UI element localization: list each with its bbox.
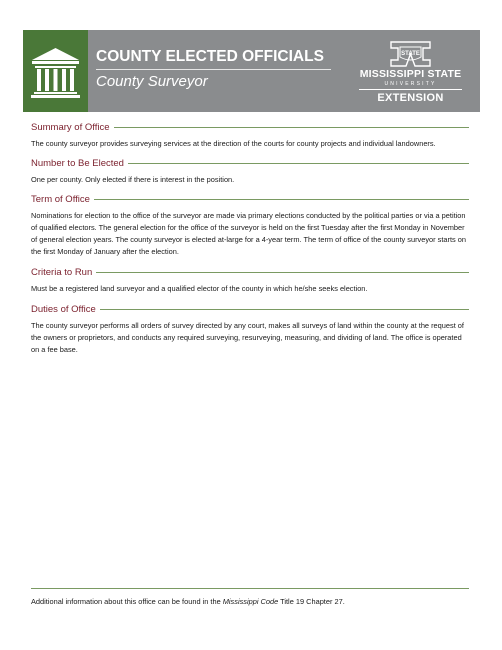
section-term-of-office [31, 194, 469, 258]
section-summary-of-office [31, 122, 469, 150]
section-criteria-to-run [31, 267, 469, 295]
section-rule [128, 163, 469, 164]
logo-university: UNIVERSITY [384, 81, 437, 87]
msu-shield-icon [353, 38, 468, 68]
section-heading: Criteria to Run [31, 267, 93, 278]
header-titles [96, 48, 336, 90]
title-divider [96, 69, 331, 70]
section-heading: Number to Be Elected [31, 158, 124, 169]
header-banner [23, 30, 480, 112]
courthouse-icon-box [23, 30, 88, 112]
logo-divider [359, 89, 462, 90]
footer-code-name: Mississippi Code [222, 597, 279, 606]
section-rule [114, 127, 470, 128]
logo-name: MISSISSIPPI STATE [359, 68, 462, 80]
footer-divider [31, 588, 469, 589]
section-body: The county surveyor performs all orders of survey directed by any court, makes all surveys of land within the county at the request of the owners or proprietors, and conducts any required surveying, resurveying, measuring, and dividing of land. The office is operated on a fee base. [31, 321, 464, 354]
section-rule [100, 309, 469, 310]
section-rule [94, 199, 469, 200]
section-body: One per county. Only elected if there is interest in the position. [31, 175, 235, 184]
page-title: COUNTY ELECTED OFFICIALS [96, 48, 324, 65]
footer-suffix: Title 19 Chapter 27. [278, 597, 345, 606]
section-heading: Term of Office [31, 194, 90, 205]
section-heading: Duties of Office [31, 304, 96, 315]
section-duties-of-office [31, 304, 469, 356]
shield-text: STATE [401, 51, 420, 57]
footer-prefix: Additional information about this office can be found in the [31, 597, 223, 606]
page-subtitle: County Surveyor [96, 73, 208, 90]
logo-extension: EXTENSION [377, 92, 444, 104]
section-rule [96, 272, 469, 273]
section-body: Nominations for election to the office of the surveyor are made via primary elections conducted by the political parties or via a petition of qualified electors. The general election for the office of the surveyor is held on the first Tuesday after the first Monday in November of general election years. The county surveyor is elected at-large for a 4-year term. The term of office of the county surveyor starts on the first Monday of January after the election. [31, 211, 467, 256]
section-heading: Summary of Office [31, 122, 110, 133]
msu-extension-logo [353, 38, 468, 106]
section-body: The county surveyor provides surveying services at the direction of the courts for county projects and individual landowners. [31, 139, 436, 148]
section-body: Must be a registered land surveyor and a qualified elector of the county in which he/she seeks election. [31, 284, 368, 293]
courthouse-icon [23, 30, 88, 112]
section-number-to-be-elected [31, 158, 469, 186]
footer-note [31, 597, 345, 606]
